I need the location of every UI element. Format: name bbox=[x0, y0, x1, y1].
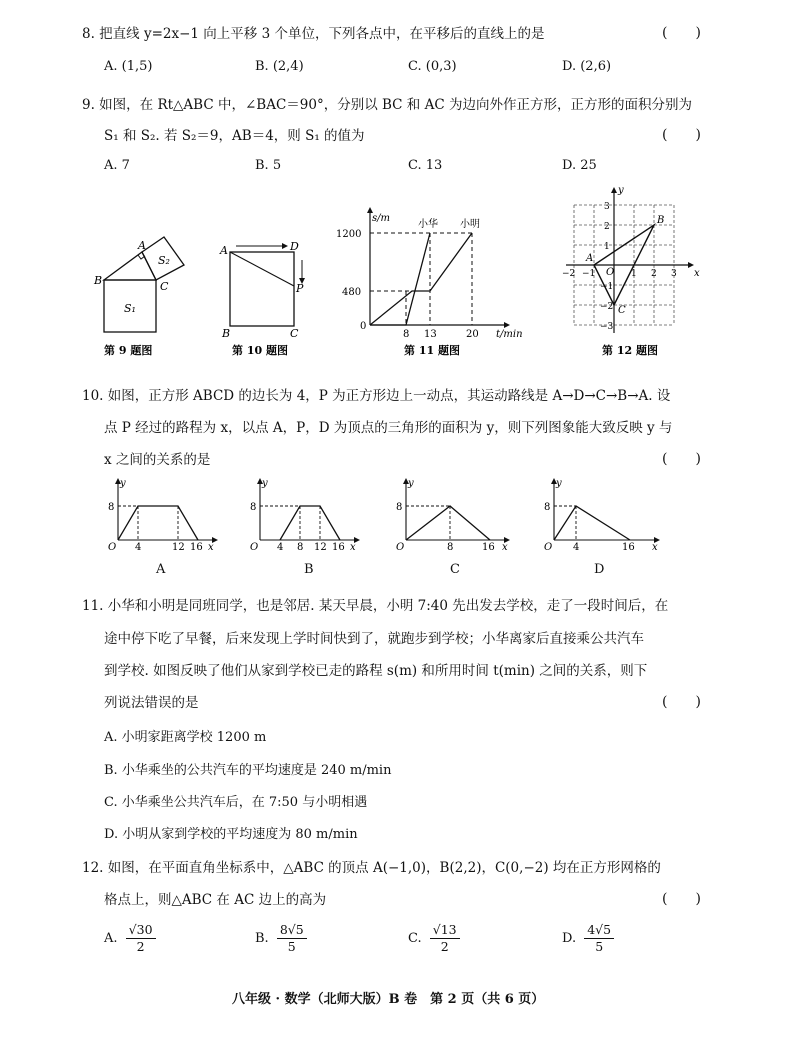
svg-text:4: 4 bbox=[573, 542, 580, 550]
fig12-point-a: A bbox=[586, 253, 594, 264]
fig10-arrowhead-ad bbox=[282, 243, 288, 249]
q12-option-d-den: 5 bbox=[595, 939, 604, 954]
q12-option-b: B. $\frac{8√5}{5}$ bbox=[255, 922, 307, 955]
fig11-xtick-8: 8 bbox=[403, 329, 410, 340]
figure-10 bbox=[218, 240, 318, 360]
q12-option-a-den: 2 bbox=[136, 939, 145, 954]
svg-text:8: 8 bbox=[297, 542, 304, 550]
q11-stem-line2: 途中停下吃了早餐，后来发现上学时间快到了，就跑步到学校；小华离家后直接乘公共汽车 bbox=[104, 631, 644, 647]
fig12-xtick-neg1: −1 bbox=[582, 269, 596, 279]
q12-stem-line2: 格点上，则△ABC 在 AC 边上的高为 bbox=[104, 892, 327, 908]
q10-graph-a bbox=[104, 478, 219, 550]
q11-option-a: A. 小明家距离学校 1200 m bbox=[104, 730, 267, 745]
q8-option-b: B. (2,4) bbox=[255, 59, 304, 74]
fig12-ytick-neg1: −1 bbox=[600, 282, 614, 292]
q11-stem-line4: 列说法错误的是 bbox=[104, 695, 199, 711]
q12-option-d-num: 4√5 bbox=[584, 922, 614, 939]
q10-graph-c-curve bbox=[406, 506, 490, 540]
q8-option-a: A. (1,5) bbox=[104, 59, 153, 74]
fig12-ytick-2: 2 bbox=[604, 222, 610, 232]
q10-answer-paren: ( ) bbox=[662, 451, 701, 467]
fig9-caption: 第 9 题图 bbox=[104, 344, 153, 357]
svg-text:O: O bbox=[108, 542, 117, 550]
fig11-x-label: t/min bbox=[496, 329, 523, 340]
svg-text:O: O bbox=[396, 542, 405, 550]
fig9-label-a: A bbox=[138, 239, 146, 252]
q12-option-c: C. $\frac{√13}{2}$ bbox=[408, 922, 460, 955]
fig12-ytick-neg3: −3 bbox=[600, 322, 614, 332]
svg-text:8: 8 bbox=[108, 502, 115, 513]
fig10-square bbox=[230, 252, 294, 326]
fig11-xtick-13: 13 bbox=[424, 329, 437, 340]
svg-text:12: 12 bbox=[172, 542, 185, 550]
fig11-ytick-0: 0 bbox=[360, 321, 367, 332]
svg-text:4: 4 bbox=[135, 542, 142, 550]
fig10-label-b: B bbox=[222, 327, 231, 340]
q11-option-b: B. 小华乘坐的公共汽车的平均速度是 240 m/min bbox=[104, 763, 392, 778]
svg-text:16: 16 bbox=[622, 542, 635, 550]
fig12-xtick-3: 3 bbox=[671, 269, 677, 279]
fig10-label-d: D bbox=[290, 240, 299, 253]
fig11-ytick-1200: 1200 bbox=[336, 229, 362, 240]
fig12-axis-x: x bbox=[694, 268, 700, 279]
q8-answer-paren: ( ) bbox=[662, 25, 701, 41]
fig10-label-c: C bbox=[290, 327, 299, 340]
page-footer: 八年级 · 数学（北师大版）B 卷 第 2 页（共 6 页） bbox=[232, 992, 545, 1007]
fig12-y-arrow bbox=[611, 187, 617, 193]
svg-text:y: y bbox=[556, 478, 562, 489]
q10-graph-d-label: D bbox=[594, 562, 605, 577]
q9-option-b: B. 5 bbox=[255, 158, 282, 173]
fig12-axis-y: y bbox=[618, 185, 624, 196]
q10-graph-b bbox=[246, 478, 361, 550]
q10-graph-b-curve bbox=[280, 506, 340, 540]
fig12-ytick-1: 1 bbox=[604, 242, 610, 252]
q8-stem: 8. 把直线 y=2x−1 向上平移 3 个单位，下列各点中，在平移后的直线上的是 bbox=[82, 26, 545, 42]
q10-stem-line3: x 之间的关系的是 bbox=[104, 452, 211, 468]
q9-option-c: C. 13 bbox=[408, 158, 443, 173]
figure-9 bbox=[88, 232, 198, 360]
svg-text:y: y bbox=[262, 478, 268, 489]
svg-text:x: x bbox=[652, 542, 658, 550]
svg-text:8: 8 bbox=[544, 502, 551, 513]
fig12-ytick-3: 3 bbox=[604, 202, 610, 212]
q12-answer-paren: ( ) bbox=[662, 891, 701, 907]
q10-stem-line1: 10. 如图，正方形 ABCD 的边长为 4，P 为正方形边上一动点，其运动路线是 A→D→C→B→A. 设 bbox=[82, 388, 671, 404]
svg-text:y: y bbox=[408, 478, 414, 489]
svg-text:8: 8 bbox=[250, 502, 257, 513]
fig12-caption: 第 12 题图 bbox=[602, 344, 658, 357]
q12-option-c-den: 2 bbox=[440, 939, 449, 954]
svg-text:O: O bbox=[250, 542, 259, 550]
q11-option-d: D. 小明从家到学校的平均速度为 80 m/min bbox=[104, 827, 358, 842]
q10-stem-line2: 点 P 经过的路程为 x，以点 A，P，D 为顶点的三角形的面积为 y，则下列图象能大致反映 y 与 bbox=[104, 420, 673, 436]
fig9-label-s2: S₂ bbox=[158, 254, 170, 267]
q9-stem-line1: 9. 如图，在 Rt△ABC 中，∠BAC＝90°，分别以 BC 和 AC 为边向外作正方形，正方形的面积分别为 bbox=[82, 97, 692, 113]
q9-option-d: D. 25 bbox=[562, 158, 597, 173]
svg-text:8: 8 bbox=[447, 542, 454, 550]
q12-option-b-num: 8√5 bbox=[277, 922, 307, 939]
q10-graph-a-label: A bbox=[156, 562, 166, 577]
q10-graph-a-curve bbox=[118, 506, 198, 540]
fig11-ytick-480: 480 bbox=[342, 287, 362, 298]
svg-text:x: x bbox=[208, 542, 214, 550]
svg-text:y: y bbox=[120, 478, 126, 489]
svg-text:8: 8 bbox=[396, 502, 403, 513]
fig12-xtick-2: 2 bbox=[651, 269, 657, 279]
q8-option-d: D. (2,6) bbox=[562, 59, 612, 74]
q9-answer-paren: ( ) bbox=[662, 127, 701, 143]
fig11-caption: 第 11 题图 bbox=[404, 344, 460, 357]
q10-graph-c bbox=[392, 478, 512, 550]
fig10-segment-ap bbox=[230, 252, 294, 286]
fig11-x-arrow bbox=[504, 322, 510, 328]
q10-graph-b-label: B bbox=[304, 562, 314, 577]
fig11-series-xiaohua bbox=[370, 233, 430, 325]
q9-stem-line2: S₁ 和 S₂. 若 S₂＝9，AB＝4，则 S₁ 的值为 bbox=[104, 128, 365, 144]
fig12-point-c: C bbox=[618, 305, 626, 316]
q11-stem-line3: 到学校. 如图反映了他们从家到学校已走的路程 s(m) 和所用时间 t(min) 之间的关系，则下 bbox=[104, 663, 648, 679]
q8-option-c: C. (0,3) bbox=[408, 59, 457, 74]
fig11-label-xiaoming: 小明 bbox=[460, 219, 480, 230]
fig11-series-xiaoming bbox=[370, 233, 472, 325]
svg-text:4: 4 bbox=[277, 542, 284, 550]
q11-answer-paren: ( ) bbox=[662, 694, 701, 710]
fig11-xtick-20: 20 bbox=[466, 329, 479, 340]
figure-12 bbox=[556, 183, 706, 360]
svg-text:O: O bbox=[544, 542, 553, 550]
svg-text:16: 16 bbox=[482, 542, 495, 550]
q9-option-a: A. 7 bbox=[104, 158, 130, 173]
q11-stem-line1: 11. 小华和小明是同班同学，也是邻居. 某天早晨，小明 7:40 先出发去学校，走了一段时间后，在 bbox=[82, 598, 669, 614]
fig10-label-a: A bbox=[220, 244, 228, 257]
fig12-ytick-neg2: −2 bbox=[600, 302, 614, 312]
fig12-point-b: B bbox=[657, 215, 665, 226]
q12-option-a-num: √30 bbox=[126, 922, 156, 939]
q12-option-b-den: 5 bbox=[287, 939, 296, 954]
figure-11 bbox=[334, 205, 534, 360]
fig9-label-b: B bbox=[94, 274, 103, 287]
svg-text:x: x bbox=[350, 542, 356, 550]
fig9-triangle bbox=[104, 252, 156, 280]
fig11-label-xiaohua: 小华 bbox=[418, 219, 438, 230]
q12-option-c-num: √13 bbox=[430, 922, 460, 939]
fig9-label-s1: S₁ bbox=[124, 302, 136, 315]
q11-option-c: C. 小华乘坐公共汽车后，在 7:50 与小明相遇 bbox=[104, 795, 368, 810]
svg-text:16: 16 bbox=[332, 542, 345, 550]
svg-text:x: x bbox=[502, 542, 508, 550]
q10-graph-c-label: C bbox=[450, 562, 460, 577]
q10-graph-d bbox=[540, 478, 662, 550]
fig12-xtick-neg2: −2 bbox=[562, 269, 576, 279]
q12-stem-line1: 12. 如图，在平面直角坐标系中，△ABC 的顶点 A(−1,0)，B(2,2)，C(0,−2) 均在正方形网格的 bbox=[82, 860, 661, 876]
svg-text:12: 12 bbox=[314, 542, 327, 550]
svg-text:16: 16 bbox=[190, 542, 203, 550]
fig11-y-label: s/m bbox=[372, 213, 390, 224]
fig12-origin: O bbox=[606, 267, 615, 278]
fig10-label-p: P bbox=[296, 282, 304, 295]
q12-option-d: D. $\frac{4√5}{5}$ bbox=[562, 922, 614, 955]
fig12-xtick-1: 1 bbox=[631, 269, 637, 279]
fig9-label-c: C bbox=[160, 280, 169, 293]
q12-option-a: A. $\frac{√30}{2}$ bbox=[104, 922, 156, 955]
fig10-caption: 第 10 题图 bbox=[232, 344, 288, 357]
q10-graph-d-curve bbox=[554, 506, 630, 540]
